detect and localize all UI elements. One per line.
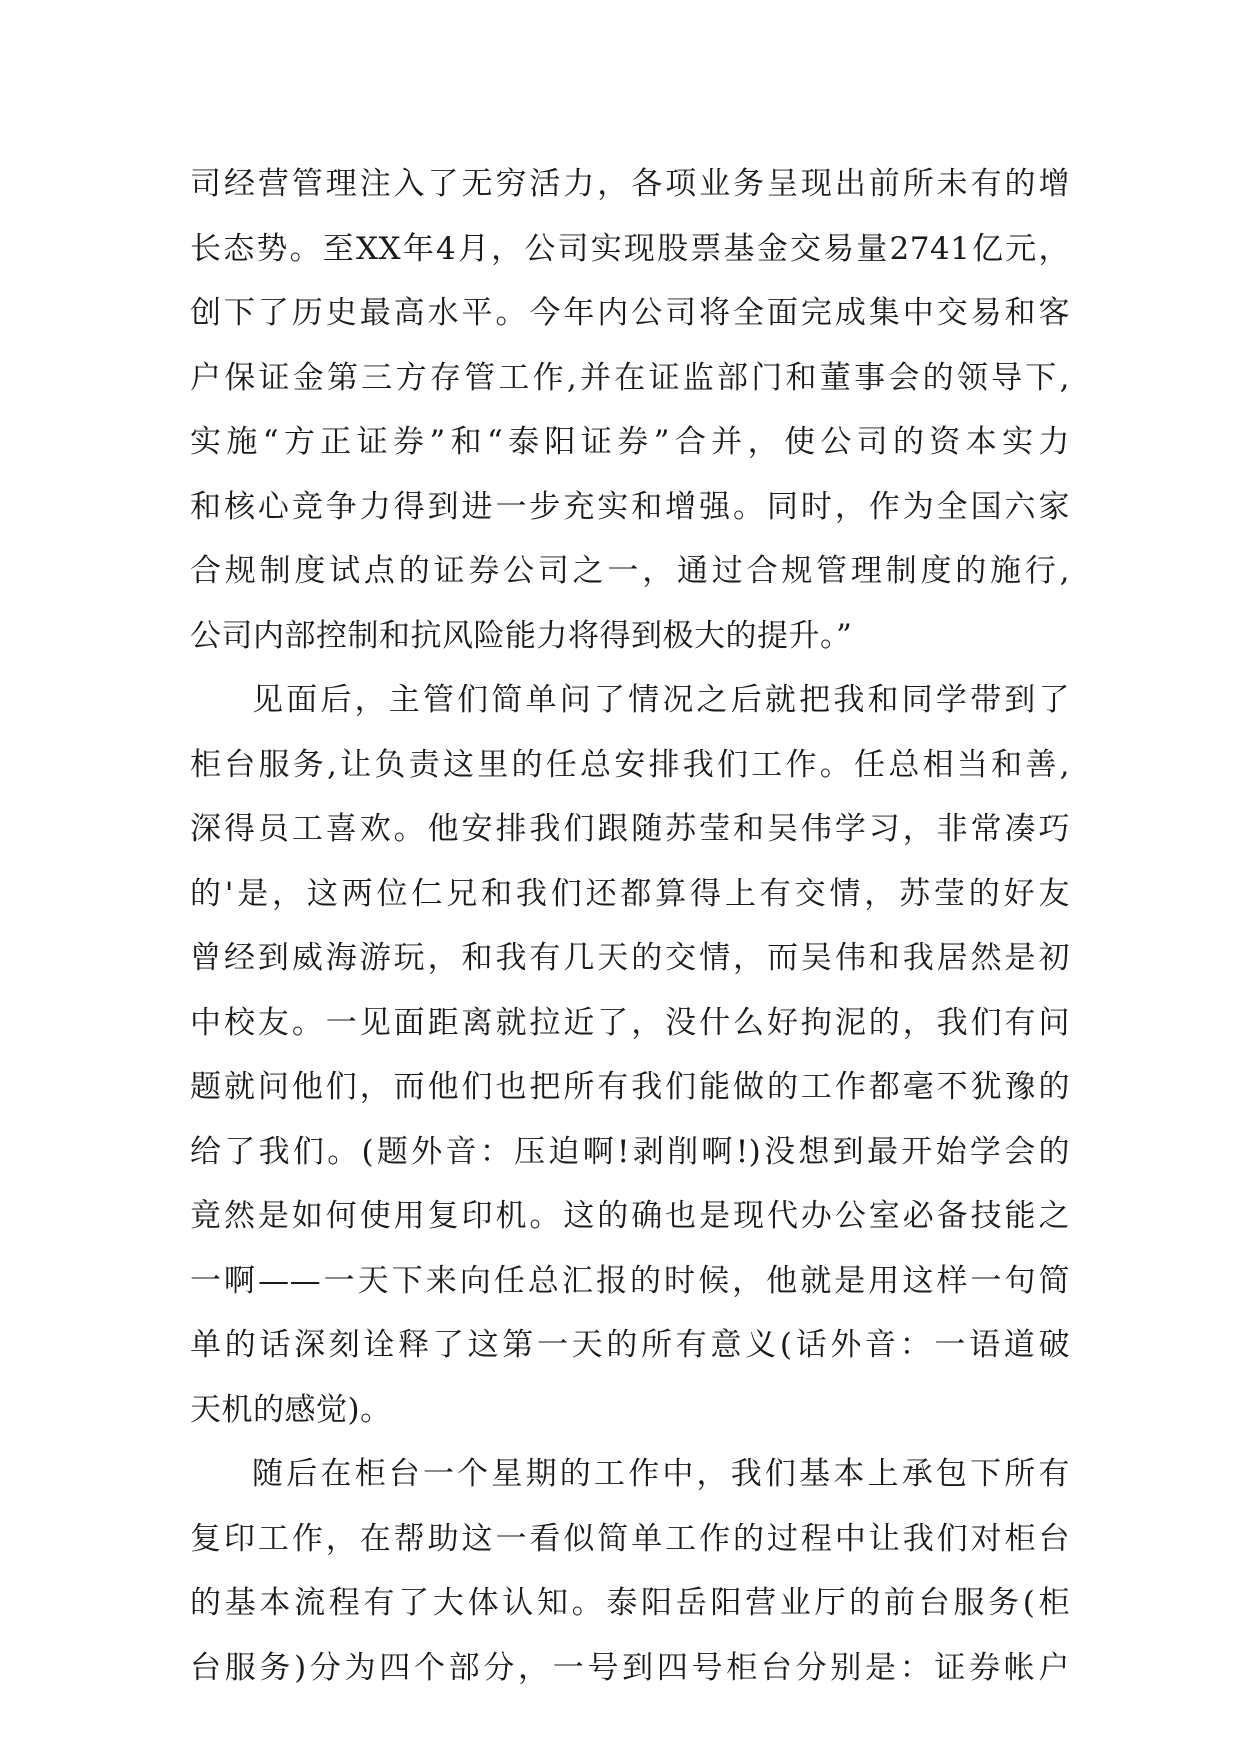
text-line: 合规制度试点的证券公司之一，通过合规管理制度的施行,: [190, 553, 1070, 589]
text-line: 单的话深刻诠释了这第一天的所有意义(话外音：一语道破: [190, 1327, 1070, 1363]
text-line: 和核心竞争力得到进一步充实和增强。同时，作为全国六家: [190, 488, 1070, 525]
text-line: 长态势。至XX年4月，公司实现股票基金交易量2741亿元，: [190, 230, 1070, 267]
text-line: 见面后，主管们简单问了情况之后就把我和同学带到了: [252, 682, 1070, 718]
text-line: 柜台服务,让负责这里的任总安排我们工作。任总相当和善,: [190, 746, 1070, 783]
text-line: 的基本流程有了大体认知。泰阳岳阳营业厅的前台服务(柜: [190, 1585, 1070, 1621]
text-line: 公司内部控制和抗风险能力将得到极大的提升。”: [190, 617, 853, 654]
text-line: 实施“方正证券”和“泰阳证券”合并，使公司的资本实力: [190, 424, 1070, 460]
text-line: 台服务)分为四个部分，一号到四号柜台分别是：证券帐户: [190, 1649, 1070, 1686]
text-line: 的'是，这两位仁兄和我们还都算得上有交情，苏莹的好友: [190, 875, 1070, 912]
text-line: 复印工作，在帮助这一看似简单工作的过程中让我们对柜台: [190, 1520, 1070, 1557]
text-line: 竟然是如何使用复印机。这的确也是现代办公室必备技能之: [190, 1198, 1070, 1234]
body-text: [190, 152, 1070, 1700]
text-line: 司经营管理注入了无穷活力，各项业务呈现出前所未有的增: [190, 166, 1070, 202]
text-line: 天机的感觉)。: [190, 1391, 392, 1428]
text-line: 随后在柜台一个星期的工作中，我们基本上承包下所有: [252, 1456, 1070, 1492]
text-line: 深得员工喜欢。他安排我们跟随苏莹和吴伟学习，非常凑巧: [190, 811, 1070, 847]
text-line: 户保证金第三方存管工作,并在证监部门和董事会的领导下,: [190, 359, 1070, 396]
text-line: 创下了历史最高水平。今年内公司将全面完成集中交易和客: [190, 295, 1070, 331]
text-line: 给了我们。(题外音：压迫啊!剥削啊!)没想到最开始学会的: [190, 1133, 1070, 1170]
text-line: 曾经到威海游玩，和我有几天的交情，而吴伟和我居然是初: [190, 940, 1070, 976]
text-line: 一啊——一天下来向任总汇报的时候，他就是用这样一句简: [190, 1262, 1070, 1299]
text-line: 中校友。一见面距离就拉近了，没什么好拘泥的，我们有问: [190, 1004, 1070, 1041]
text-line: 题就问他们，而他们也把所有我们能做的工作都毫不犹豫的: [190, 1069, 1070, 1105]
